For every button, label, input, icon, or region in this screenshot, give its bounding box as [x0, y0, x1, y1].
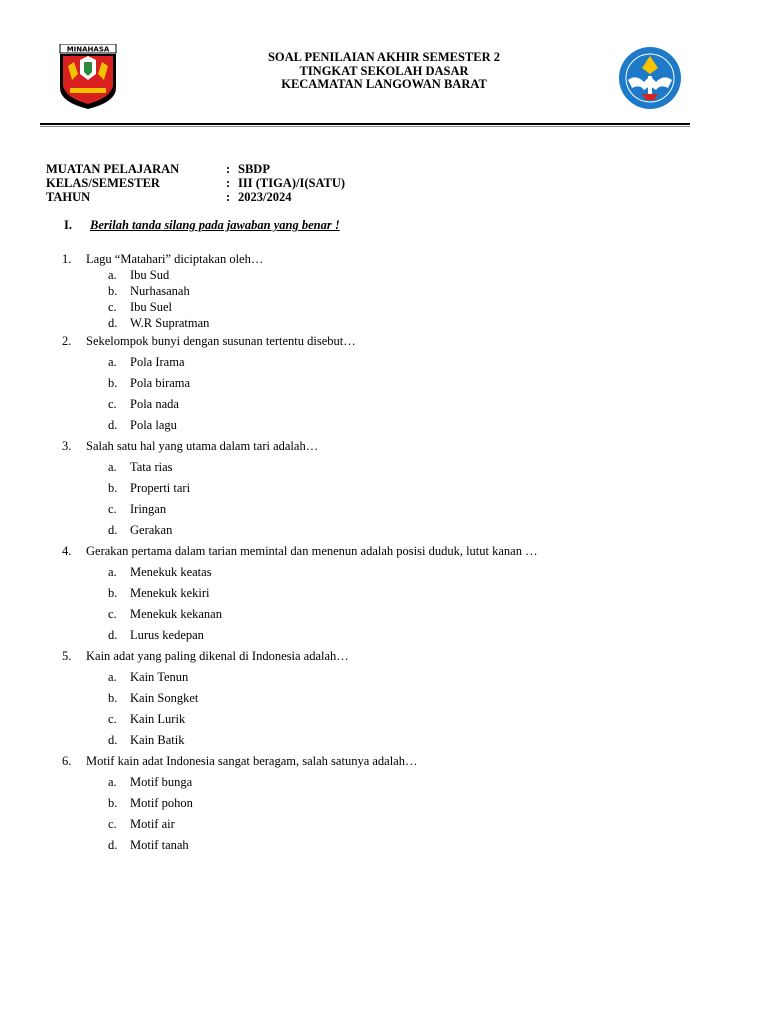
meta-colon: : [226, 162, 231, 176]
question-number: 5. [62, 649, 72, 663]
option-text: Motif pohon [130, 796, 193, 810]
section-number: I. [64, 218, 72, 232]
exam-metadata [46, 162, 345, 204]
option-letter: c. [108, 817, 117, 831]
minahasa-emblem-icon [58, 44, 118, 110]
option-text: Menekuk kekanan [130, 607, 222, 621]
question-item [62, 541, 722, 646]
question-line [62, 251, 722, 267]
question-line [62, 751, 722, 772]
question-text: Motif kain adat Indonesia sangat beragam, salah satunya adalah… [86, 754, 418, 768]
meta-row-subject [46, 162, 345, 176]
question-number: 3. [62, 439, 72, 453]
question-line [62, 646, 722, 667]
option-text: Motif bunga [130, 775, 193, 789]
header-divider-thin [40, 126, 690, 127]
option-letter: a. [108, 670, 117, 684]
question-number: 1. [62, 252, 72, 266]
option-text: Tata rias [130, 460, 173, 474]
answer-option[interactable] [108, 625, 722, 646]
question-text: Gerakan pertama dalam tarian memintal dan menenun adalah posisi duduk, lutut kanan … [86, 544, 538, 558]
option-letter: d. [108, 838, 118, 852]
option-letter: d. [108, 418, 118, 432]
option-letter: c. [108, 712, 117, 726]
answer-option[interactable] [108, 283, 722, 299]
option-letter: b. [108, 796, 118, 810]
section-heading [64, 218, 340, 233]
answer-option[interactable] [108, 478, 722, 499]
option-text: Lurus kedepan [130, 628, 204, 642]
option-letter: b. [108, 586, 118, 600]
answer-option[interactable] [108, 793, 722, 814]
document-title [180, 51, 588, 92]
meta-label: TAHUN [46, 190, 91, 204]
answer-option[interactable] [108, 835, 722, 856]
option-letter: c. [108, 607, 117, 621]
question-text: Kain adat yang paling dikenal di Indonesia adalah… [86, 649, 349, 663]
answer-option[interactable] [108, 520, 722, 541]
question-item [62, 251, 722, 331]
question-item [62, 751, 722, 856]
option-text: Menekuk keatas [130, 565, 212, 579]
answer-option[interactable] [108, 457, 722, 478]
question-number: 4. [62, 544, 72, 558]
meta-value: SBDP [238, 162, 270, 176]
option-text: Pola lagu [130, 418, 177, 432]
question-text: Lagu “Matahari” diciptakan oleh… [86, 252, 264, 266]
answer-option[interactable] [108, 499, 722, 520]
option-text: Kain Lurik [130, 712, 186, 726]
option-text: Ibu Sud [130, 268, 170, 282]
answer-option[interactable] [108, 730, 722, 751]
option-letter: b. [108, 376, 118, 390]
answer-option[interactable] [108, 394, 722, 415]
option-text: Pola nada [130, 397, 179, 411]
option-letter: c. [108, 502, 117, 516]
answer-option[interactable] [108, 267, 722, 283]
meta-value: 2023/2024 [238, 190, 292, 204]
meta-colon: : [226, 176, 231, 190]
answer-option[interactable] [108, 415, 722, 436]
answer-option[interactable] [108, 562, 722, 583]
option-letter: d. [108, 316, 118, 330]
option-text: W.R Supratman [130, 316, 210, 330]
meta-label: KELAS/SEMESTER [46, 176, 160, 190]
answer-option[interactable] [108, 814, 722, 835]
option-text: Nurhasanah [130, 284, 190, 298]
title-line: KECAMATAN LANGOWAN BARAT [281, 77, 487, 91]
option-text: Menekuk kekiri [130, 586, 210, 600]
option-text: Ibu Suel [130, 300, 173, 314]
question-text: Sekelompok bunyi dengan susunan tertentu disebut… [86, 334, 356, 348]
question-item [62, 331, 722, 436]
option-letter: a. [108, 775, 117, 789]
meta-label: MUATAN PELAJARAN [46, 162, 180, 176]
option-text: Kain Batik [130, 733, 185, 747]
answer-option[interactable] [108, 667, 722, 688]
question-line [62, 541, 722, 562]
answer-option[interactable] [108, 299, 722, 315]
option-text: Iringan [130, 502, 167, 516]
question-text: Salah satu hal yang utama dalam tari adalah… [86, 439, 319, 453]
meta-row-year [46, 190, 345, 204]
option-text: Kain Songket [130, 691, 199, 705]
answer-option[interactable] [108, 583, 722, 604]
answer-option[interactable] [108, 604, 722, 625]
option-letter: a. [108, 460, 117, 474]
title-line: TINGKAT SEKOLAH DASAR [299, 63, 469, 78]
option-letter: a. [108, 355, 117, 369]
tut-wuri-handayani-emblem-icon [612, 46, 688, 110]
title-line: SOAL PENILAIAN AKHIR SEMESTER 2 [267, 50, 500, 64]
question-list [62, 251, 722, 856]
option-text: Kain Tenun [130, 670, 189, 684]
question-item [62, 436, 722, 541]
option-letter: c. [108, 397, 117, 411]
option-text: Pola Irama [130, 355, 185, 369]
question-item [62, 646, 722, 751]
option-text: Motif tanah [130, 838, 189, 852]
option-letter: b. [108, 691, 118, 705]
option-text: Gerakan [130, 523, 173, 537]
answer-option[interactable] [108, 688, 722, 709]
option-text: Properti tari [130, 481, 191, 495]
section-instruction: Berilah tanda silang pada jawaban yang benar ! [90, 218, 340, 232]
answer-option[interactable] [108, 709, 722, 730]
question-number: 6. [62, 754, 72, 768]
question-line [62, 331, 722, 352]
option-text: Pola birama [130, 376, 191, 390]
option-text: Motif air [130, 817, 175, 831]
question-line [62, 436, 722, 457]
option-letter: b. [108, 481, 118, 495]
answer-option[interactable] [108, 315, 722, 331]
svg-text:MINAHASA: MINAHASA [66, 45, 110, 54]
option-letter: a. [108, 565, 117, 579]
answer-option[interactable] [108, 352, 722, 373]
answer-option[interactable] [108, 772, 722, 793]
option-letter: d. [108, 733, 118, 747]
document-header [0, 0, 768, 130]
option-letter: b. [108, 284, 118, 298]
option-letter: a. [108, 268, 117, 282]
question-number: 2. [62, 334, 72, 348]
header-divider [40, 123, 690, 125]
option-letter: d. [108, 523, 118, 537]
meta-row-class [46, 176, 345, 190]
meta-value: III (TIGA)/I(SATU) [238, 176, 346, 190]
meta-colon: : [226, 190, 231, 204]
option-letter: c. [108, 300, 117, 314]
answer-option[interactable] [108, 373, 722, 394]
option-letter: d. [108, 628, 118, 642]
